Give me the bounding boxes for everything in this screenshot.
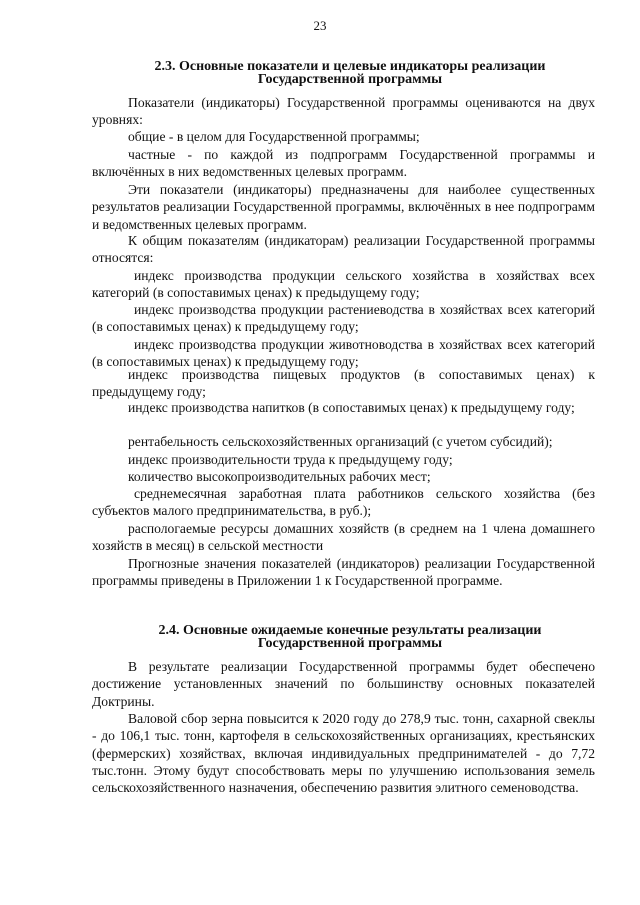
list-item: индекс производства напитков (в сопоставимых ценах) к предыдущему году; — [128, 400, 575, 415]
section-title-line: 2.4. Основные ожидаемые конечные результаты реализации — [158, 623, 542, 638]
section-title-line: Государственной программы — [257, 72, 443, 87]
list-item: рентабельность сельскохозяйственных организаций (с учетом субсидий); — [128, 434, 553, 449]
section-2-3-title — [100, 60, 600, 86]
paragraph: Показатели (индикаторы) Государственной программы оцениваются на двух уровнях: — [92, 95, 595, 128]
list-item: индекс производства продукции сельского хозяйства в хозяйствах всех категорий (в сопоставимых ценах) к предыдущему году; — [92, 268, 595, 301]
paragraph: частные - по каждой из подпрограмм Государственной программы и включённых в них ведомственных целевых программ. — [92, 147, 595, 180]
section-2-4-title — [100, 624, 600, 650]
list-item: распологаемые ресурсы домашних хозяйств (в среднем на 1 члена домашнего хозяйств в месяц) в сельской местности — [92, 521, 595, 554]
list-item: индекс производства пищевых продуктов (в сопоставимых ценах) к предыдущему году; — [92, 367, 595, 400]
page-number: 23 — [313, 18, 327, 33]
section-title-line: Государственной программы — [257, 636, 443, 651]
list-item: индекс производства продукции растениеводства в хозяйствах всех категорий (в сопоставимых ценах) к предыдущему году; — [92, 302, 595, 335]
paragraph: В результате реализации Государственной программы будет обеспечено достижение установленных значений по большинству основных показателей Доктрины. — [92, 659, 595, 709]
paragraph: Эти показатели (индикаторы) предназначены для наиболее существенных результатов реализации Государственной программы, включённых в нее подпрограмм и ведомственных целевых программ. — [92, 182, 595, 232]
paragraph: Валовой сбор зерна повысится к 2020 году до 278,9 тыс. тонн, сахарной свеклы - до 106,1 тыс. тонн, картофеля в сельскохозяйственных организациях, крестьянских (фермерских) хозяйствах, включая индивидуальных предпринимателей - до 7,72 тыс.тонн. Этому будут способствовать меры по улучшению использования земель сельскохозяйственного назначения, обеспечению развития элитного семеноводства. — [92, 711, 595, 796]
paragraph: К общим показателям (индикаторам) реализации Государственной программы относятся: — [92, 233, 595, 266]
section-title-line: 2.3. Основные показатели и целевые индикаторы реализации — [154, 59, 546, 74]
paragraph: общие - в целом для Государственной программы; — [128, 129, 420, 144]
list-item: среднемесячная заработная плата работников сельского хозяйства (без субъектов малого предпринимательства, в руб.); — [92, 486, 595, 519]
list-item: количество высокопроизводительных рабочих мест; — [128, 469, 431, 484]
paragraph: Прогнозные значения показателей (индикаторов) реализации Государственной программы приведены в Приложении 1 к Государственной программе. — [92, 556, 595, 589]
list-item: индекс производства продукции животноводства в хозяйствах всех категорий (в сопоставимых ценах) к предыдущему году; — [92, 337, 595, 370]
list-item: индекс производительности труда к предыдущему году; — [128, 452, 453, 467]
